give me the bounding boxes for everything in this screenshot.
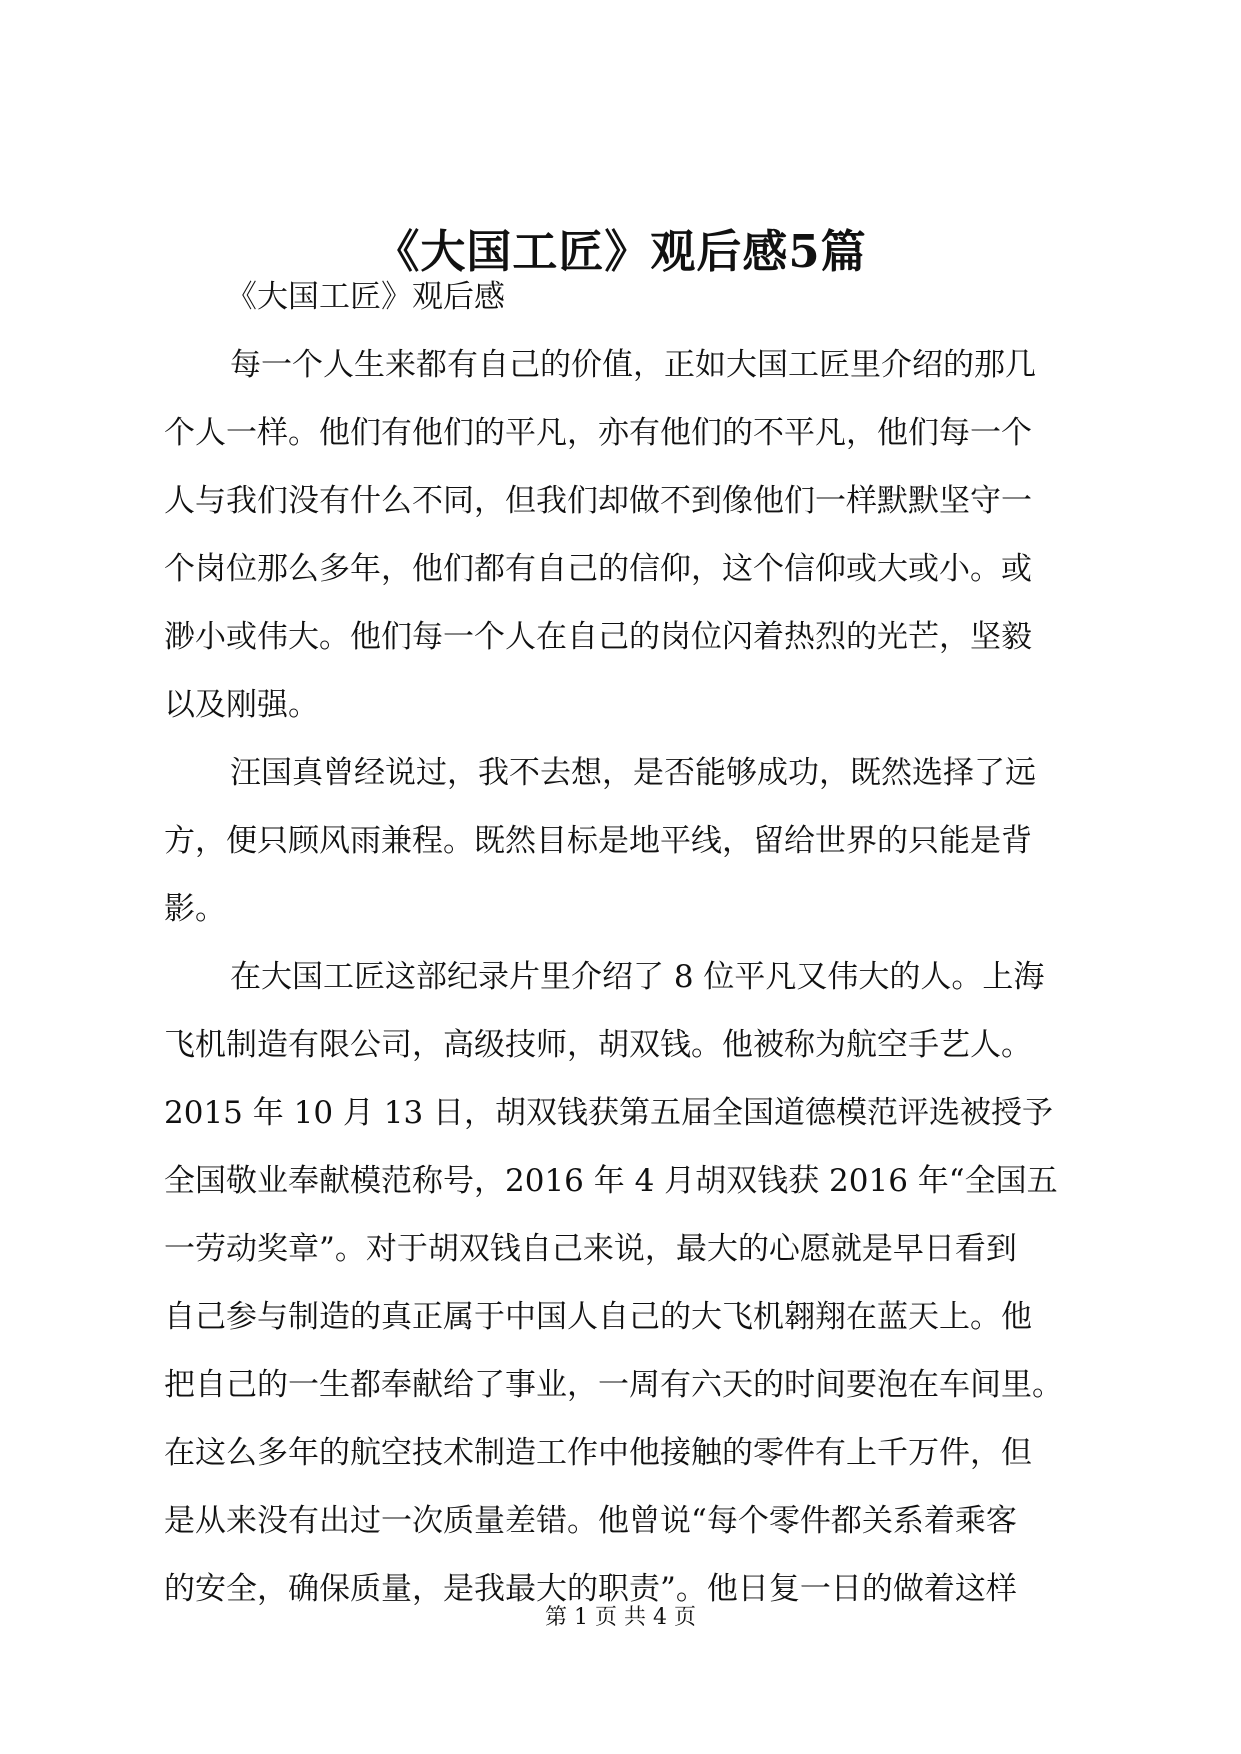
body-line: 每一个人生来都有自己的价值，正如大国工匠里介绍的那几 (230, 347, 1036, 383)
body-line: 全国敬业奉献模范称号，2016 年 4 月胡双钱获 2016 年“全国五 (164, 1163, 1058, 1199)
section-subtitle: 《大国工匠》观后感 (226, 279, 505, 315)
body-line: 影。 (164, 891, 226, 927)
document-title: 《大国工匠》观后感5篇 (374, 225, 867, 278)
body-line: 一劳动奖章”。对于胡双钱自己来说，最大的心愿就是早日看到 (164, 1231, 1017, 1267)
body-line: 飞机制造有限公司，高级技师，胡双钱。他被称为航空手艺人。 (164, 1027, 1032, 1063)
body-line: 个岗位那么多年，他们都有自己的信仰，这个信仰或大或小。或 (164, 551, 1032, 587)
body-line: 把自己的一生都奉献给了事业，一周有六天的时间要泡在车间里。 (164, 1367, 1063, 1403)
body-line: 是从来没有出过一次质量差错。他曾说“每个零件都关系着乘客 (164, 1503, 1017, 1539)
body-line: 汪国真曾经说过，我不去想，是否能够成功，既然选择了远 (230, 755, 1036, 791)
body-line: 渺小或伟大。他们每一个人在自己的岗位闪着热烈的光芒，坚毅 (164, 619, 1032, 655)
document-body (164, 263, 1084, 1623)
body-line: 2015 年 10 月 13 日，胡双钱获第五届全国道德模范评选被授予 (164, 1095, 1054, 1131)
body-line: 人与我们没有什么不同，但我们却做不到像他们一样默默坚守一 (164, 483, 1032, 519)
body-line: 以及刚强。 (164, 687, 319, 723)
page-footer: 第 1 页 共 4 页 (545, 1605, 696, 1630)
body-line: 方，便只顾风雨兼程。既然目标是地平线，留给世界的只能是背 (164, 823, 1032, 859)
body-line: 的安全，确保质量，是我最大的职责”。他日复一日的做着这样 (164, 1571, 1017, 1607)
body-line: 在大国工匠这部纪录片里介绍了 8 位平凡又伟大的人。上海 (230, 959, 1045, 995)
body-line: 个人一样。他们有他们的平凡，亦有他们的不平凡，他们每一个 (164, 415, 1032, 451)
body-line: 在这么多年的航空技术制造工作中他接触的零件有上千万件，但 (164, 1435, 1032, 1471)
body-line: 自己参与制造的真正属于中国人自己的大飞机翱翔在蓝天上。他 (164, 1299, 1032, 1335)
